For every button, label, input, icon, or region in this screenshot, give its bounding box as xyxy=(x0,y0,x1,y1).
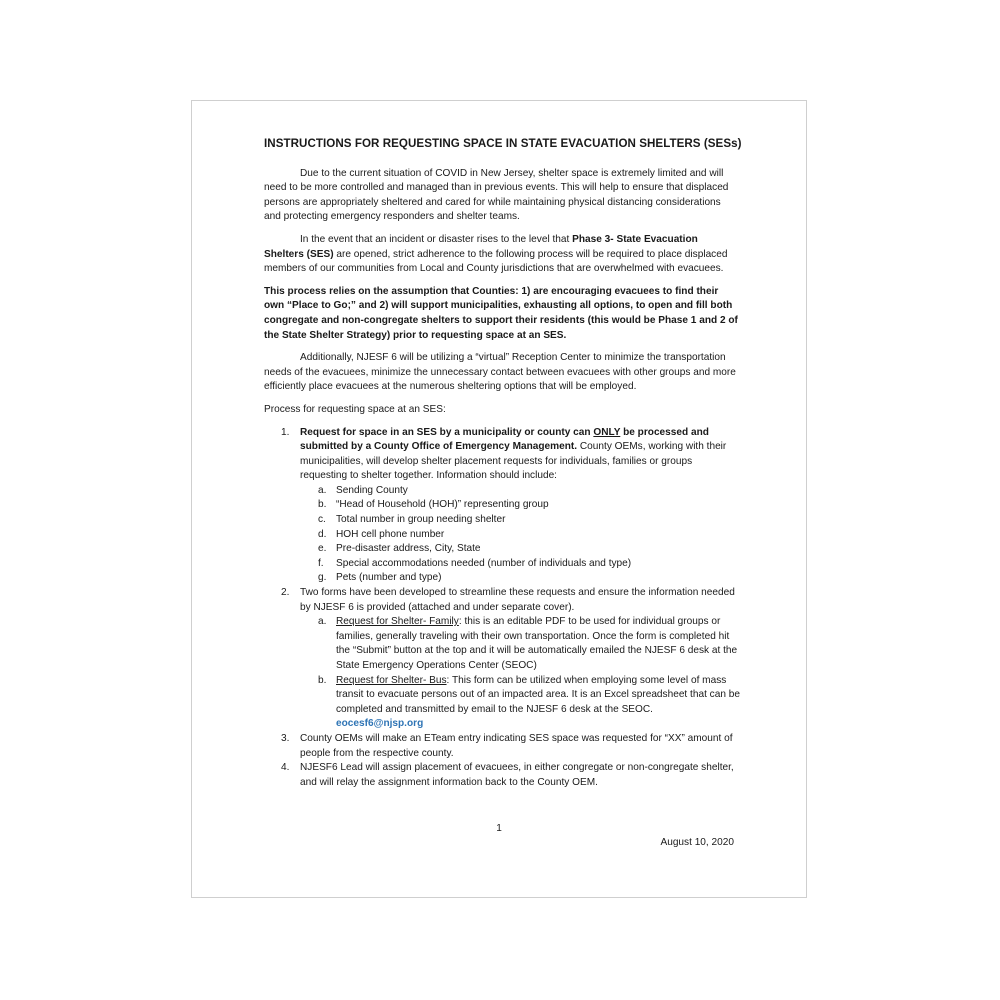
list-item xyxy=(300,557,740,572)
sub-text: “Head of Household (HOH)” representing group xyxy=(336,499,549,511)
bus-form-text: : This form can be utilized when employing some level of mass transit to evacuate persons out of an impacted area. It is an Excel spreadsheet that can be completed and transmitted by email to the NJESF 6 desk at the SEOC. xyxy=(336,674,740,715)
sub-letter: d. xyxy=(318,528,327,540)
list-item xyxy=(300,615,740,673)
item3-text: County OEMs will make an ETeam entry indicating SES space was requested for “XX” amount of people from the respective county. xyxy=(300,732,733,759)
sub-letter: f. xyxy=(318,557,324,569)
item1-only: ONLY xyxy=(593,426,621,438)
document-page xyxy=(191,100,807,898)
document-title: INSTRUCTIONS FOR REQUESTING SPACE IN STATE EVACUATION SHELTERS (SESs) xyxy=(264,137,742,150)
item1-text xyxy=(300,426,740,484)
bus-form-link: Request for Shelter- Bus xyxy=(336,674,447,686)
process-list xyxy=(264,426,740,791)
list-item xyxy=(300,498,740,513)
page-number: 1 xyxy=(496,823,502,834)
list-item xyxy=(264,732,740,761)
document-body xyxy=(264,137,740,790)
item2-text: Two forms have been developed to streamline these requests and ensure the information needed by NJESF 6 is provided (attached and under separate cover). xyxy=(300,587,735,613)
assumption-bold: This process relies on the assumption that Counties: 1) are encouraging evacuees to find their own “Place to Go;” and 2) will support municipalities, exhausting all options, to open and fill both congregate and non-congregate shelters to support their residents (this would be Phase 1 and 2 of the State Shelter Strategy) prior to requesting space at an SES. xyxy=(264,285,738,341)
list-item xyxy=(300,542,740,557)
list-number: 3. xyxy=(281,732,290,744)
phase3-pre: In the event that an incident or disaster rises to the level that xyxy=(300,233,573,245)
phase3-post: are opened, strict adherence to the following process will be required to place displaced members of our communities from Local and County jurisdictions that are overwhelmed with evacuees. xyxy=(264,248,728,275)
info-sublist xyxy=(300,484,740,586)
item4-text: NJESF6 Lead will assign placement of evacuees, in either congregate or non-congregate shelter, and will relay the assignment information back to the County OEM. xyxy=(300,762,734,788)
list-item xyxy=(264,426,740,587)
family-form-text: : this is an editable PDF to be used for individual groups or families, generally traveling with their own transportation. Once the form is completed hit the “Submit” button at the top and it will be automatically emailed the NJESF 6 desk at the State Emergency Operations Center (SEOC) xyxy=(336,616,738,671)
list-item xyxy=(300,484,740,499)
sub-text: Special accommodations needed (number of individuals and type) xyxy=(336,557,632,569)
list-item xyxy=(300,513,740,528)
assumption-paragraph xyxy=(264,285,740,343)
list-item xyxy=(300,528,740,543)
sub-text: Total number in group needing shelter xyxy=(336,514,506,526)
sub-letter: b. xyxy=(318,674,327,686)
list-item xyxy=(300,674,740,732)
sub-letter: e. xyxy=(318,543,327,555)
sub-letter: b. xyxy=(318,499,327,511)
sub-letter: g. xyxy=(318,572,327,584)
sub-letter: a. xyxy=(318,484,327,496)
sub-letter: c. xyxy=(318,514,326,526)
phase3-paragraph xyxy=(264,233,740,277)
list-item xyxy=(264,586,740,732)
item1-bold-post: be processed and submitted by a County Office of Emergency Management. xyxy=(300,426,709,453)
item1-rest: County OEMs, working with their municipalities, will develop shelter placement requests for individuals, families or groups requesting to shelter together. Information should include: xyxy=(300,441,727,482)
sub-text: Sending County xyxy=(336,484,408,496)
process-heading: Process for requesting space at an SES: xyxy=(264,403,446,415)
email-link[interactable]: eocesf6@njsp.org xyxy=(336,718,424,730)
list-number: 4. xyxy=(281,762,290,774)
intro-paragraph: Due to the current situation of COVID in New Jersey, shelter space is extremely limited and will need to be more controlled and managed than in previous events. This will help to ensure that displaced persons are appropriately sheltered and cared for while maintaining physical distancing considerations and protecting emergency responders and shelter teams. xyxy=(264,167,729,223)
document-date: August 10, 2020 xyxy=(660,837,734,848)
list-number: 1. xyxy=(281,426,290,438)
list-number: 2. xyxy=(281,587,290,599)
reception-center-paragraph: Additionally, NJESF 6 will be utilizing a “virtual” Reception Center to minimize the transportation needs of the evacuees, minimize the unnecessary contact between evacuees with other groups and more efficiently place evacuees at the numerous sheltering options that will be employed. xyxy=(264,352,736,393)
list-item xyxy=(300,571,740,586)
family-form-link: Request for Shelter- Family xyxy=(336,616,459,628)
sub-text: Pre-disaster address, City, State xyxy=(336,543,481,555)
sub-letter: a. xyxy=(318,616,327,628)
sub-text: HOH cell phone number xyxy=(336,528,445,540)
sub-text: Pets (number and type) xyxy=(336,572,442,584)
item1-bold-pre: Request for space in an SES by a municipality or county can xyxy=(300,426,594,438)
list-item xyxy=(264,761,740,790)
phase3-bold: Phase 3- State Evacuation Shelters (SES) xyxy=(264,233,698,260)
